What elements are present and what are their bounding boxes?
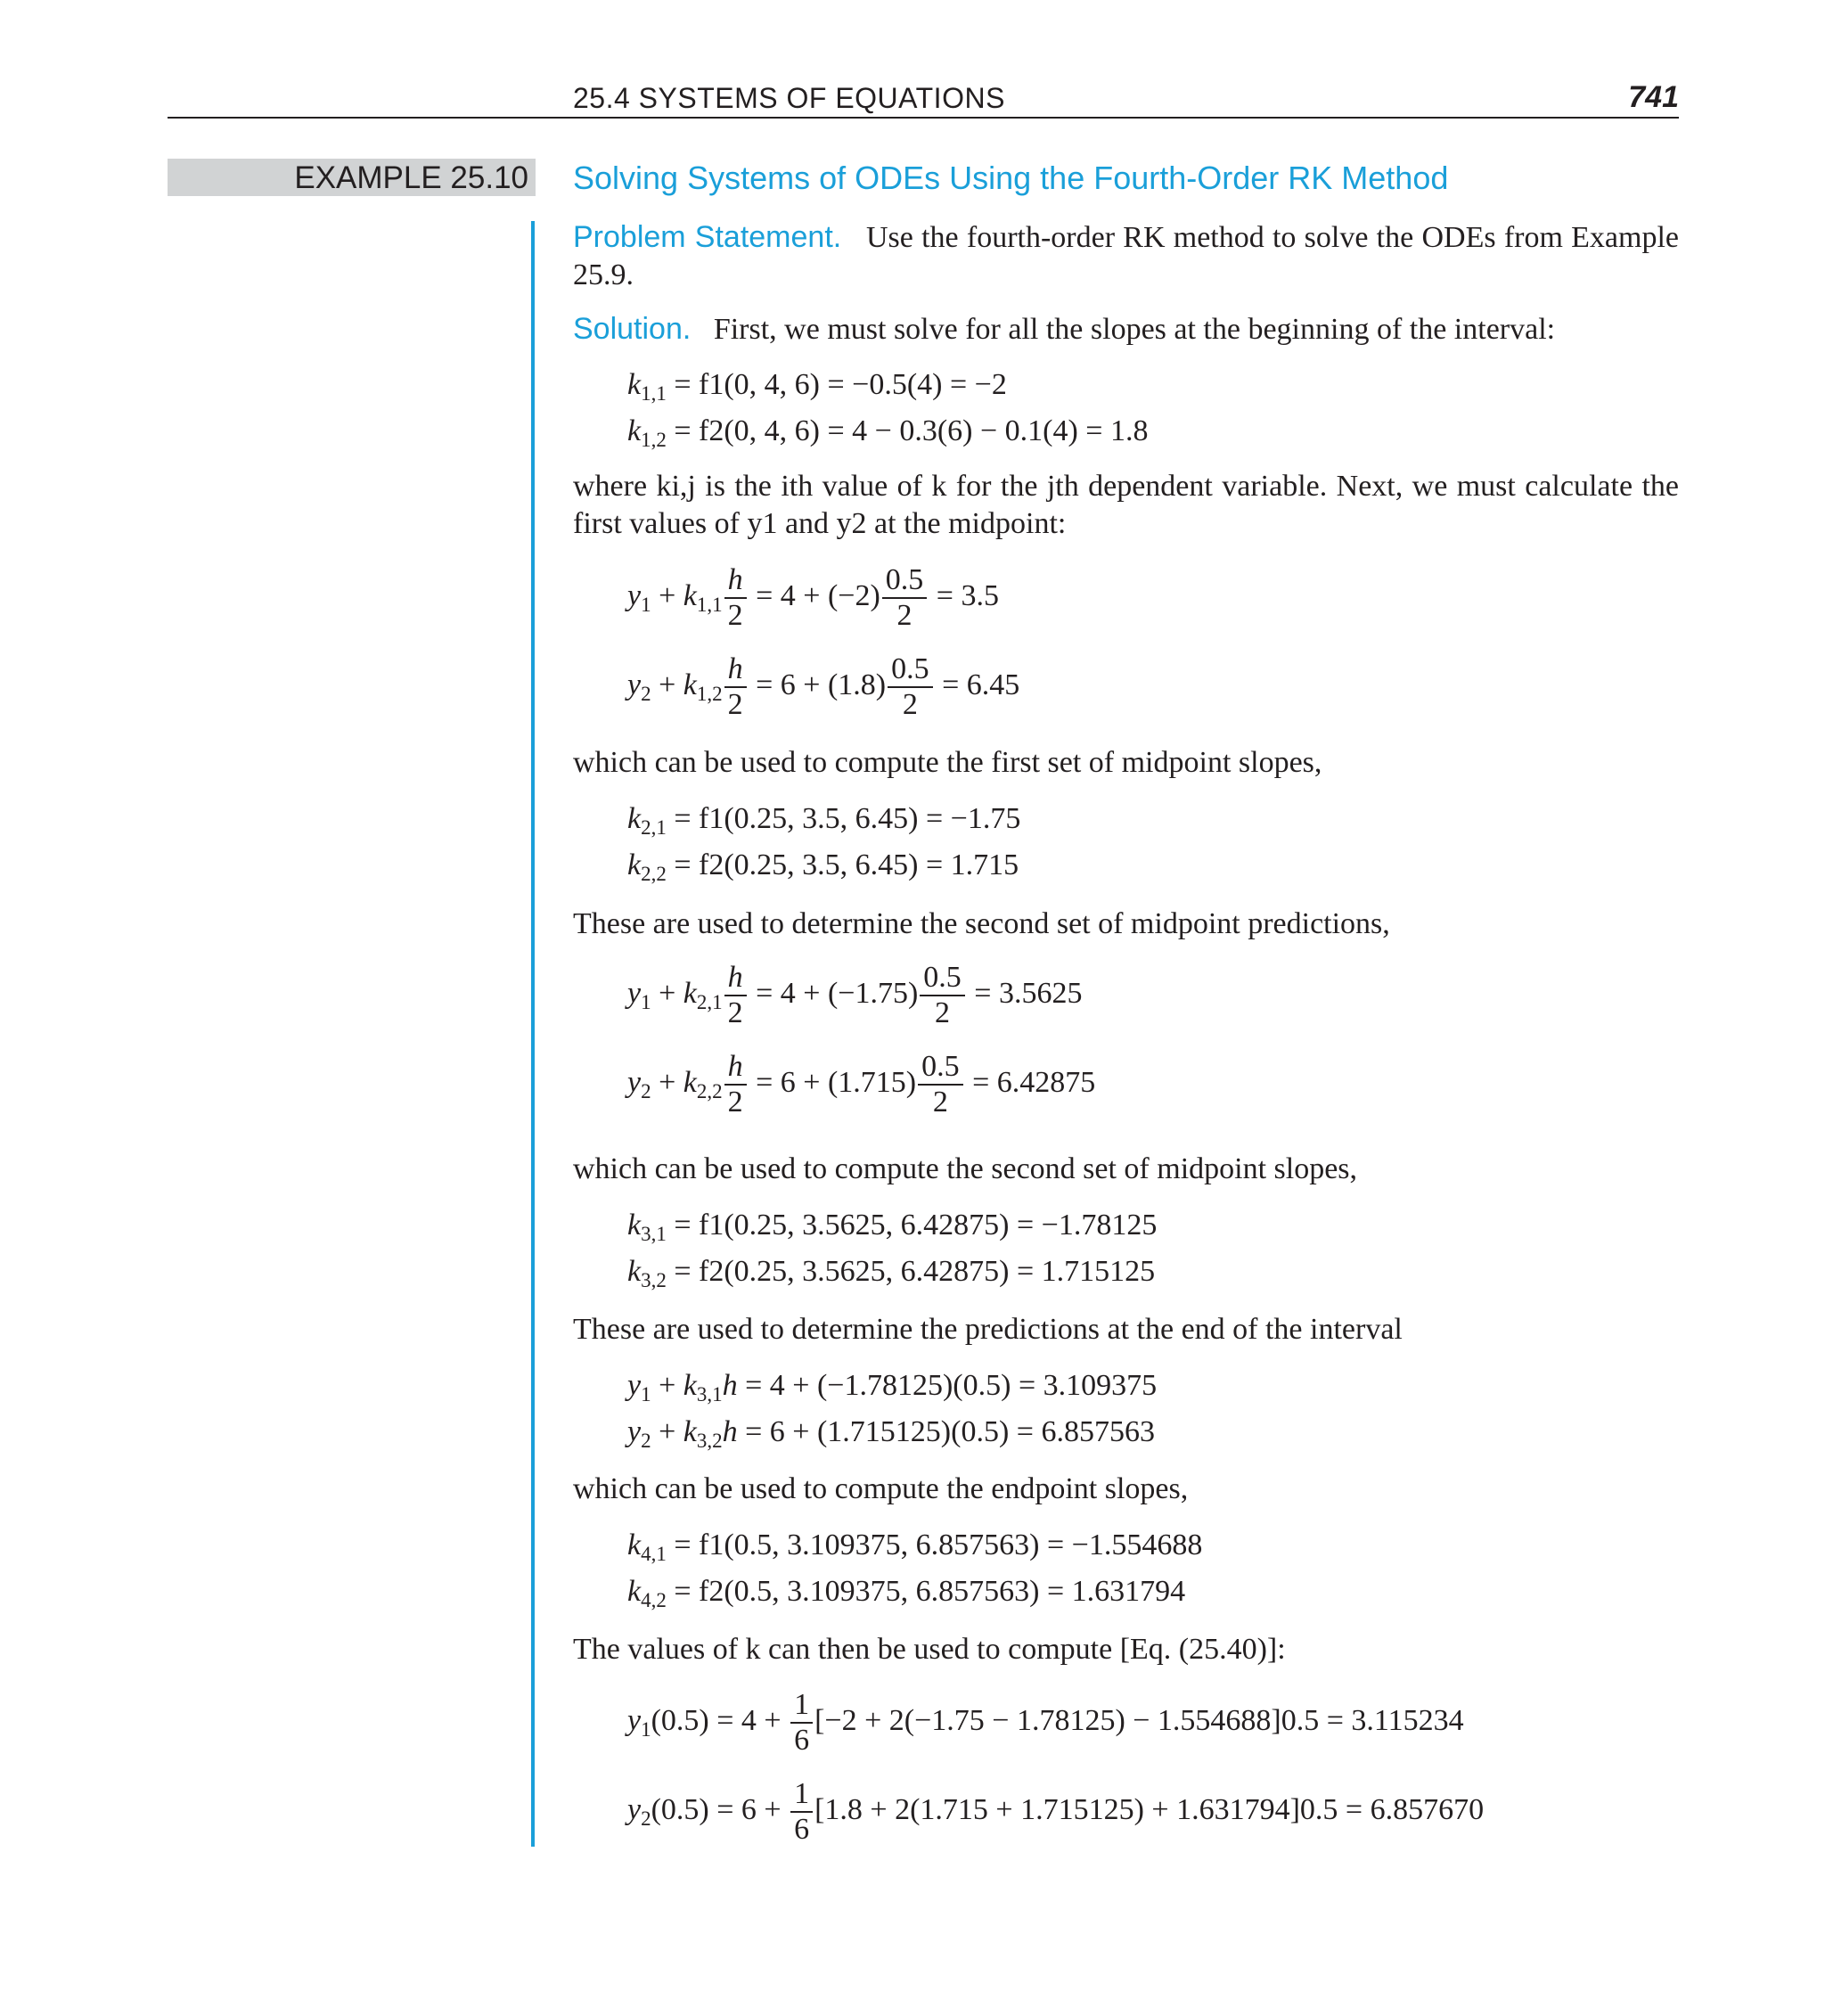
equation-end-y1-text: = 4 + (−1.78125)(0.5) = 3.109375 bbox=[745, 1369, 1158, 1402]
equation-midpoint-y1-a: $y_1 + k_{1,1}$ $\frac{h}{2}$ = 4 + (−2) $\frac{0.5}{2}$ = 3.5 bbox=[627, 563, 999, 632]
example-side-bar bbox=[531, 221, 535, 1847]
equation-midpoint-y2-b: $y_2 + k_{2,2}$ $\frac{h}{2}$ = 6 + (1.715) $\frac{0.5}{2}$ = 6.42875 bbox=[627, 1050, 1096, 1119]
equation-end-y1: $y_1 + k_{3,1}h = 4 + (-1.78125)(0.5) = 3.109375$ bbox=[627, 1369, 1158, 1405]
equation-final-y2-lhs: (0.5) = 6 + bbox=[651, 1792, 782, 1826]
equation-final-y1: $y_1(0.5) = 4$ + $\frac{1}{6}$ [−2 + 2(−1.75 − 1.78125) − 1.554688]0.5 = 3.115234 bbox=[627, 1688, 1464, 1757]
frac-num: 0.5 bbox=[923, 961, 962, 994]
equation-midpoint-y1-b-result: = 3.5625 bbox=[974, 976, 1083, 1010]
solution-intro bbox=[573, 310, 1679, 348]
equation-midpoint-y2-a: $y_2 + k_{1,2}$ $\frac{h}{2}$ = 6 + (1.8) $\frac{0.5}{2}$ = 6.45 bbox=[627, 652, 1020, 721]
equation-k2-1: $k_{2,1} = f1(0.25$, 3.5, 6.45) = −1.75 bbox=[627, 802, 1021, 839]
equation-final-y1-lhs: (0.5) = 4 + bbox=[651, 1703, 782, 1737]
frac-num: 1 bbox=[794, 1688, 810, 1721]
problem-statement-text: Use the fourth-order RK method to solve the ODEs from Example 25.9. bbox=[573, 221, 1679, 291]
problem-statement bbox=[573, 218, 1679, 294]
solution-lead: Solution. bbox=[573, 312, 692, 346]
paragraph-first-midpoint: which can be used to compute the first set of midpoint slopes, bbox=[573, 746, 1322, 779]
equation-k2-2: $k_{2,2} = f2(0.25$, 3.5, 6.45) = 1.715 bbox=[627, 848, 1019, 885]
equation-k3-1: $k_{3,1} = f1(0.25$, 3.5625, 6.42875) = −1.78125 bbox=[627, 1209, 1158, 1245]
frac-num: 0.5 bbox=[885, 563, 924, 596]
equation-final-y2: $y_2(0.5) = 6$ + $\frac{1}{6}$ [1.8 + 2(1.715 + 1.715125) + 1.631794]0.5 = 6.857670 bbox=[627, 1777, 1485, 1846]
equation-k1-1: $k_{1,1} = f1(0$, 4, 6) = −0.5(4) = −2 bbox=[627, 368, 1007, 405]
example-title: Solving Systems of ODEs Using the Fourth-Order RK Method bbox=[573, 160, 1449, 196]
frac-den: 2 bbox=[888, 686, 933, 722]
equation-midpoint-y2-a-result: = 6.45 bbox=[942, 668, 1020, 701]
frac-den: 6 bbox=[790, 1722, 813, 1758]
frac-num: 0.5 bbox=[891, 652, 929, 685]
problem-statement-lead: Problem Statement. bbox=[573, 220, 842, 254]
header-rule bbox=[168, 117, 1679, 119]
equation-end-y2-text: = 6 + (1.715125)(0.5) = 6.857563 bbox=[745, 1415, 1155, 1448]
paragraph-second-midpoint: which can be used to compute the second set of midpoint slopes, bbox=[573, 1152, 1358, 1185]
equation-end-y2: $y_2 + k_{3,2}h = 6 + (1.715125)(0.5) = 6.857563$ bbox=[627, 1415, 1155, 1452]
equation-midpoint-y1-a-rhs: = 4 + (−2) bbox=[756, 578, 880, 612]
equation-k1-2-text: = f2(0, 4, 6) = 4 − 0.3(6) − 0.1(4) = 1.8 bbox=[674, 414, 1149, 447]
paragraph-end-predictions: These are used to determine the predictions at the end of the interval bbox=[573, 1313, 1403, 1346]
equation-final-y1-rhs: [−2 + 2(−1.75 − 1.78125) − 1.554688]0.5 = 3.115234 bbox=[814, 1703, 1464, 1737]
equation-k4-2-text: = f2(0.5, 3.109375, 6.857563) = 1.631794 bbox=[674, 1575, 1186, 1608]
equation-k2-1-text: = f1(0.25, 3.5, 6.45) = −1.75 bbox=[674, 802, 1021, 835]
equation-midpoint-y2-a-rhs: = 6 + (1.8) bbox=[756, 668, 887, 701]
frac-den: 2 bbox=[920, 995, 965, 1030]
frac-den: 2 bbox=[882, 597, 928, 633]
equation-k4-2: $k_{4,2} = f2(0.5$, 3.109375, 6.857563) = 1.631794 bbox=[627, 1575, 1186, 1611]
equation-midpoint-y2-b-rhs: = 6 + (1.715) bbox=[756, 1065, 917, 1099]
frac-num: 1 bbox=[794, 1777, 810, 1810]
equation-final-y2-rhs: [1.8 + 2(1.715 + 1.715125) + 1.631794]0.5 = 6.857670 bbox=[814, 1792, 1485, 1826]
equation-midpoint-y1-a-result: = 3.5 bbox=[936, 578, 999, 612]
equation-k3-2-text: = f2(0.25, 3.5625, 6.42875) = 1.715125 bbox=[674, 1255, 1156, 1288]
frac-den: 6 bbox=[790, 1811, 813, 1847]
page-number: 741 bbox=[1628, 80, 1679, 114]
equation-midpoint-y1-b-rhs: = 4 + (−1.75) bbox=[756, 976, 919, 1010]
solution-text: First, we must solve for all the slopes at the beginning of the interval: bbox=[713, 313, 1556, 346]
equation-k4-1: $k_{4,1} = f1(0.5$, 3.109375, 6.857563) = −1.554688 bbox=[627, 1528, 1203, 1565]
paragraph-values-of-k: The values of k can then be used to compute [Eq. (25.40)]: bbox=[573, 1633, 1286, 1666]
equation-midpoint-y1-b: $y_1 + k_{2,1}$ $\frac{h}{2}$ = 4 + (−1.75) $\frac{0.5}{2}$ = 3.5625 bbox=[627, 961, 1083, 1029]
paragraph-endpoint-slopes: which can be used to compute the endpoint slopes, bbox=[573, 1472, 1189, 1505]
running-header-title: 25.4 SYSTEMS OF EQUATIONS bbox=[573, 82, 1005, 114]
paragraph-where: where ki,j is the ith value of k for the jth dependent variable. Next, we must calculate the first values of y1 and y2 at the midpoint: bbox=[573, 470, 1679, 540]
frac-den: 2 bbox=[918, 1084, 963, 1119]
example-label: EXAMPLE 25.10 bbox=[294, 160, 528, 195]
equation-k3-2: $k_{3,2} = f2(0.25$, 3.5625, 6.42875) = 1.715125 bbox=[627, 1255, 1156, 1291]
equation-k2-2-text: = f2(0.25, 3.5, 6.45) = 1.715 bbox=[674, 848, 1019, 881]
equation-k3-1-text: = f1(0.25, 3.5625, 6.42875) = −1.78125 bbox=[674, 1209, 1158, 1242]
equation-k1-1-text: = f1(0, 4, 6) = −0.5(4) = −2 bbox=[674, 368, 1007, 401]
equation-k1-2: $k_{1,2} = f2(0$, 4, 6) = 4 − 0.3(6) − 0.1(4) = 1.8 bbox=[627, 414, 1149, 451]
paragraph-second-predictions: These are used to determine the second set of midpoint predictions, bbox=[573, 907, 1390, 940]
equation-midpoint-y2-b-result: = 6.42875 bbox=[972, 1065, 1096, 1099]
equation-k4-1-text: = f1(0.5, 3.109375, 6.857563) = −1.554688 bbox=[674, 1528, 1203, 1561]
frac-num: 0.5 bbox=[921, 1050, 960, 1083]
